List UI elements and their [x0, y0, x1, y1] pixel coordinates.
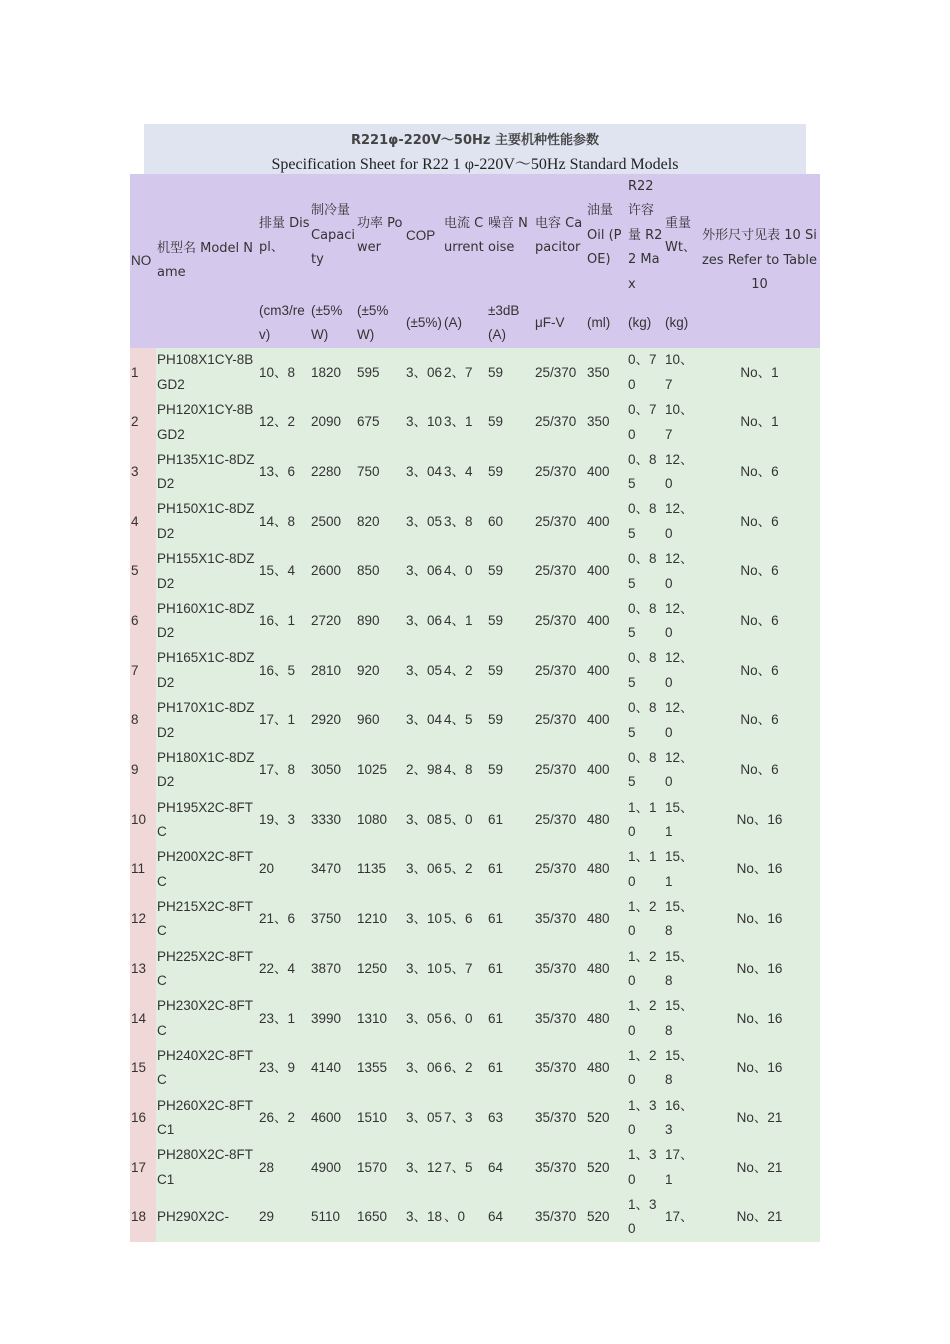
cell-r22-max: 1、30 [627, 1143, 664, 1193]
cell-oil: 480 [586, 944, 627, 994]
cell-power: 595 [356, 348, 405, 398]
unit-power: (±5% W) [356, 298, 405, 348]
cell-displacement: 16、5 [258, 646, 310, 696]
cell-oil: 520 [586, 1093, 627, 1143]
cell-weight: 15、8 [664, 994, 698, 1044]
cell-sizes: No、16 [698, 944, 820, 994]
cell-no: 4 [130, 497, 156, 547]
cell-capacitor: 35/370 [534, 1143, 586, 1193]
table-row [130, 1044, 820, 1094]
cell-capacitor: 35/370 [534, 1193, 586, 1242]
cell-capacity: 2090 [310, 398, 356, 448]
title-chinese: R221φ-220V～50Hz 主要机种性能参数 [351, 133, 599, 148]
unit-current: (A) [443, 298, 487, 348]
unit-oil: (ml) [586, 298, 627, 348]
table-row [130, 547, 820, 597]
table-row [130, 1093, 820, 1143]
header-capacity: 制冷量 Capacity [310, 174, 356, 298]
cell-oil: 480 [586, 895, 627, 945]
cell-power: 675 [356, 398, 405, 448]
cell-sizes: No、16 [698, 895, 820, 945]
cell-weight: 12、0 [664, 497, 698, 547]
unit-weight: (kg) [664, 298, 698, 348]
cell-r22-max: 0、85 [627, 447, 664, 497]
cell-displacement: 13、6 [258, 447, 310, 497]
cell-model-name: PH108X1CY-8BGD2 [156, 348, 258, 398]
cell-r22-max: 0、70 [627, 398, 664, 448]
cell-model-name: PH180X1C-8DZD2 [156, 746, 258, 796]
cell-capacity: 4140 [310, 1044, 356, 1094]
cell-weight: 17、 [664, 1193, 698, 1242]
cell-noise: 61 [487, 845, 534, 895]
cell-cop: 3、10 [405, 944, 443, 994]
table-row [130, 497, 820, 547]
cell-oil: 400 [586, 746, 627, 796]
cell-r22-max: 1、30 [627, 1193, 664, 1242]
cell-current: 4、1 [443, 596, 487, 646]
cell-oil: 400 [586, 497, 627, 547]
cell-capacitor: 25/370 [534, 447, 586, 497]
cell-power: 1310 [356, 994, 405, 1044]
cell-current: 4、0 [443, 547, 487, 597]
cell-noise: 59 [487, 696, 534, 746]
cell-r22-max: 0、85 [627, 746, 664, 796]
cell-no: 15 [130, 1044, 156, 1094]
cell-capacity: 3750 [310, 895, 356, 945]
cell-current: 、0 [443, 1193, 487, 1242]
cell-r22-max: 0、85 [627, 646, 664, 696]
cell-capacity: 3470 [310, 845, 356, 895]
cell-displacement: 16、1 [258, 596, 310, 646]
cell-capacitor: 25/370 [534, 746, 586, 796]
cell-capacity: 5110 [310, 1193, 356, 1242]
cell-displacement: 26、2 [258, 1093, 310, 1143]
cell-capacity: 2500 [310, 497, 356, 547]
cell-displacement: 10、8 [258, 348, 310, 398]
cell-current: 5、2 [443, 845, 487, 895]
unit-cop: (±5%) [405, 298, 443, 348]
cell-weight: 15、1 [664, 845, 698, 895]
cell-current: 3、1 [443, 398, 487, 448]
unit-capacitor: μF-V [534, 298, 586, 348]
cell-cop: 2、98 [405, 746, 443, 796]
table-row [130, 398, 820, 448]
cell-capacitor: 35/370 [534, 895, 586, 945]
cell-weight: 12、0 [664, 696, 698, 746]
cell-capacity: 3990 [310, 994, 356, 1044]
cell-current: 5、0 [443, 795, 487, 845]
cell-r22-max: 1、30 [627, 1093, 664, 1143]
cell-model-name: PH170X1C-8DZD2 [156, 696, 258, 746]
cell-power: 1080 [356, 795, 405, 845]
cell-cop: 3、10 [405, 895, 443, 945]
cell-no: 8 [130, 696, 156, 746]
header-row [130, 174, 820, 298]
cell-oil: 350 [586, 398, 627, 448]
table-row [130, 895, 820, 945]
cell-power: 1210 [356, 895, 405, 945]
cell-current: 6、0 [443, 994, 487, 1044]
cell-no: 6 [130, 596, 156, 646]
unit-capacity: (±5% W) [310, 298, 356, 348]
cell-no: 11 [130, 845, 156, 895]
cell-power: 1025 [356, 746, 405, 796]
cell-capacitor: 25/370 [534, 348, 586, 398]
cell-no: 3 [130, 447, 156, 497]
cell-capacitor: 35/370 [534, 944, 586, 994]
cell-displacement: 23、1 [258, 994, 310, 1044]
cell-capacity: 3870 [310, 944, 356, 994]
cell-weight: 12、0 [664, 746, 698, 796]
cell-sizes: No、16 [698, 795, 820, 845]
header-model-name: 机型名 Model Name [156, 174, 258, 348]
cell-noise: 64 [487, 1193, 534, 1242]
cell-r22-max: 0、70 [627, 348, 664, 398]
cell-displacement: 15、4 [258, 547, 310, 597]
cell-oil: 400 [586, 646, 627, 696]
cell-capacity: 4900 [310, 1143, 356, 1193]
cell-noise: 61 [487, 795, 534, 845]
cell-sizes: No、6 [698, 746, 820, 796]
cell-model-name: PH135X1C-8DZD2 [156, 447, 258, 497]
cell-oil: 520 [586, 1143, 627, 1193]
cell-capacitor: 25/370 [534, 696, 586, 746]
cell-cop: 3、05 [405, 497, 443, 547]
cell-current: 4、2 [443, 646, 487, 696]
cell-oil: 480 [586, 994, 627, 1044]
unit-noise: ±3dB(A) [487, 298, 534, 348]
header-sizes: 外形尺寸见表 10 Sizes Refer to Table 10 [698, 174, 820, 348]
table-row [130, 746, 820, 796]
cell-capacitor: 35/370 [534, 1044, 586, 1094]
cell-current: 4、5 [443, 696, 487, 746]
cell-power: 820 [356, 497, 405, 547]
cell-displacement: 21、6 [258, 895, 310, 945]
cell-capacity: 4600 [310, 1093, 356, 1143]
cell-weight: 15、1 [664, 795, 698, 845]
cell-model-name: PH155X1C-8DZD2 [156, 547, 258, 597]
cell-power: 960 [356, 696, 405, 746]
header-power: 功率 Power [356, 174, 405, 298]
cell-no: 9 [130, 746, 156, 796]
cell-capacity: 3330 [310, 795, 356, 845]
cell-sizes: No、1 [698, 348, 820, 398]
table-body [130, 348, 820, 1242]
table-row [130, 944, 820, 994]
cell-cop: 3、04 [405, 696, 443, 746]
cell-capacity: 2720 [310, 596, 356, 646]
cell-noise: 61 [487, 895, 534, 945]
cell-noise: 61 [487, 1044, 534, 1094]
cell-sizes: No、6 [698, 596, 820, 646]
cell-weight: 16、3 [664, 1093, 698, 1143]
cell-capacity: 2600 [310, 547, 356, 597]
cell-displacement: 22、4 [258, 944, 310, 994]
cell-r22-max: 1、10 [627, 845, 664, 895]
cell-sizes: No、16 [698, 1044, 820, 1094]
cell-sizes: No、6 [698, 497, 820, 547]
table-row [130, 795, 820, 845]
cell-sizes: No、21 [698, 1193, 820, 1242]
cell-no: 17 [130, 1143, 156, 1193]
header-no: NO [130, 174, 156, 348]
header-cop: COP [405, 174, 443, 298]
cell-noise: 59 [487, 547, 534, 597]
cell-cop: 3、06 [405, 348, 443, 398]
header-weight: 重量 Wt、 [664, 174, 698, 298]
cell-cop: 3、06 [405, 845, 443, 895]
cell-sizes: No、21 [698, 1093, 820, 1143]
cell-capacitor: 35/370 [534, 994, 586, 1044]
table-row [130, 596, 820, 646]
cell-no: 12 [130, 895, 156, 945]
cell-capacitor: 25/370 [534, 398, 586, 448]
cell-cop: 3、10 [405, 398, 443, 448]
cell-sizes: No、6 [698, 696, 820, 746]
cell-power: 890 [356, 596, 405, 646]
cell-power: 850 [356, 547, 405, 597]
cell-weight: 10、7 [664, 348, 698, 398]
cell-model-name: PH260X2C-8FTC1 [156, 1093, 258, 1143]
cell-weight: 10、7 [664, 398, 698, 448]
cell-displacement: 19、3 [258, 795, 310, 845]
cell-capacitor: 25/370 [534, 497, 586, 547]
cell-sizes: No、6 [698, 547, 820, 597]
header-oil: 油量 Oil (POE) [586, 174, 627, 298]
cell-sizes: No、6 [698, 646, 820, 696]
cell-weight: 15、8 [664, 1044, 698, 1094]
cell-noise: 59 [487, 447, 534, 497]
cell-current: 3、4 [443, 447, 487, 497]
cell-sizes: No、1 [698, 398, 820, 448]
cell-no: 16 [130, 1093, 156, 1143]
cell-weight: 17、1 [664, 1143, 698, 1193]
table-row [130, 696, 820, 746]
cell-no: 2 [130, 398, 156, 448]
table-row [130, 845, 820, 895]
cell-noise: 59 [487, 348, 534, 398]
cell-cop: 3、04 [405, 447, 443, 497]
cell-capacity: 2810 [310, 646, 356, 696]
cell-power: 1570 [356, 1143, 405, 1193]
cell-model-name: PH160X1C-8DZD2 [156, 596, 258, 646]
cell-noise: 64 [487, 1143, 534, 1193]
cell-oil: 480 [586, 795, 627, 845]
cell-model-name: PH280X2C-8FTC1 [156, 1143, 258, 1193]
cell-capacity: 1820 [310, 348, 356, 398]
cell-r22-max: 1、20 [627, 1044, 664, 1094]
cell-power: 920 [356, 646, 405, 696]
cell-r22-max: 0、85 [627, 696, 664, 746]
cell-r22-max: 0、85 [627, 596, 664, 646]
cell-current: 7、5 [443, 1143, 487, 1193]
cell-model-name: PH240X2C-8FTC [156, 1044, 258, 1094]
cell-weight: 12、0 [664, 646, 698, 696]
cell-cop: 3、12 [405, 1143, 443, 1193]
cell-sizes: No、6 [698, 447, 820, 497]
cell-cop: 3、05 [405, 1093, 443, 1143]
cell-oil: 520 [586, 1193, 627, 1242]
cell-model-name: PH290X2C- [156, 1193, 258, 1242]
cell-noise: 59 [487, 746, 534, 796]
table-row [130, 348, 820, 398]
cell-displacement: 23、9 [258, 1044, 310, 1094]
cell-sizes: No、21 [698, 1143, 820, 1193]
cell-oil: 350 [586, 348, 627, 398]
cell-no: 10 [130, 795, 156, 845]
cell-no: 7 [130, 646, 156, 696]
unit-displacement: (cm3/rev) [258, 298, 310, 348]
cell-noise: 63 [487, 1093, 534, 1143]
cell-capacitor: 35/370 [534, 1093, 586, 1143]
cell-current: 2、7 [443, 348, 487, 398]
cell-displacement: 29 [258, 1193, 310, 1242]
cell-displacement: 20 [258, 845, 310, 895]
cell-displacement: 17、1 [258, 696, 310, 746]
cell-noise: 60 [487, 497, 534, 547]
cell-cop: 3、06 [405, 1044, 443, 1094]
cell-power: 1650 [356, 1193, 405, 1242]
cell-cop: 3、06 [405, 596, 443, 646]
title-english: Specification Sheet for R22 1 φ-220V～50Hz Standard Models [271, 156, 679, 173]
spec-table [130, 174, 820, 1242]
cell-capacitor: 25/370 [534, 646, 586, 696]
cell-current: 3、8 [443, 497, 487, 547]
cell-no: 1 [130, 348, 156, 398]
cell-model-name: PH230X2C-8FTC [156, 994, 258, 1044]
header-r22-max: R22 许容量 R22 Max [627, 174, 664, 298]
cell-capacitor: 25/370 [534, 795, 586, 845]
cell-sizes: No、16 [698, 994, 820, 1044]
cell-displacement: 28 [258, 1143, 310, 1193]
cell-oil: 400 [586, 547, 627, 597]
cell-model-name: PH215X2C-8FTC [156, 895, 258, 945]
cell-oil: 480 [586, 845, 627, 895]
cell-current: 5、7 [443, 944, 487, 994]
cell-model-name: PH150X1C-8DZD2 [156, 497, 258, 547]
cell-oil: 400 [586, 596, 627, 646]
cell-power: 1510 [356, 1093, 405, 1143]
cell-displacement: 14、8 [258, 497, 310, 547]
cell-weight: 12、0 [664, 447, 698, 497]
cell-current: 5、6 [443, 895, 487, 945]
table-row [130, 1143, 820, 1193]
cell-power: 1135 [356, 845, 405, 895]
cell-capacitor: 25/370 [534, 596, 586, 646]
cell-model-name: PH195X2C-8FTC [156, 795, 258, 845]
table-row [130, 994, 820, 1044]
cell-power: 1355 [356, 1044, 405, 1094]
header-current: 电流 Current [443, 174, 487, 298]
table-title [144, 124, 806, 174]
cell-cop: 3、06 [405, 547, 443, 597]
cell-weight: 15、8 [664, 944, 698, 994]
cell-no: 13 [130, 944, 156, 994]
cell-oil: 480 [586, 1044, 627, 1094]
cell-weight: 15、8 [664, 895, 698, 945]
cell-r22-max: 1、20 [627, 944, 664, 994]
table-row [130, 1193, 820, 1242]
table-row [130, 447, 820, 497]
cell-capacity: 2920 [310, 696, 356, 746]
table-row [130, 646, 820, 696]
cell-weight: 12、0 [664, 596, 698, 646]
unit-r22-max: (kg) [627, 298, 664, 348]
cell-r22-max: 1、10 [627, 795, 664, 845]
cell-noise: 59 [487, 398, 534, 448]
cell-power: 750 [356, 447, 405, 497]
cell-r22-max: 1、20 [627, 895, 664, 945]
cell-sizes: No、16 [698, 845, 820, 895]
cell-r22-max: 0、85 [627, 497, 664, 547]
cell-oil: 400 [586, 696, 627, 746]
cell-current: 6、2 [443, 1044, 487, 1094]
cell-capacitor: 25/370 [534, 845, 586, 895]
cell-current: 7、3 [443, 1093, 487, 1143]
cell-noise: 61 [487, 994, 534, 1044]
cell-model-name: PH225X2C-8FTC [156, 944, 258, 994]
cell-model-name: PH165X1C-8DZD2 [156, 646, 258, 696]
cell-oil: 400 [586, 447, 627, 497]
cell-power: 1250 [356, 944, 405, 994]
cell-current: 4、8 [443, 746, 487, 796]
cell-capacity: 2280 [310, 447, 356, 497]
cell-model-name: PH200X2C-8FTC [156, 845, 258, 895]
cell-displacement: 17、8 [258, 746, 310, 796]
cell-noise: 59 [487, 596, 534, 646]
cell-r22-max: 1、20 [627, 994, 664, 1044]
cell-no: 14 [130, 994, 156, 1044]
cell-no: 5 [130, 547, 156, 597]
cell-capacity: 3050 [310, 746, 356, 796]
cell-model-name: PH120X1CY-8BGD2 [156, 398, 258, 448]
cell-capacitor: 25/370 [534, 547, 586, 597]
cell-cop: 3、05 [405, 994, 443, 1044]
cell-displacement: 12、2 [258, 398, 310, 448]
cell-noise: 59 [487, 646, 534, 696]
cell-noise: 61 [487, 944, 534, 994]
header-capacitor: 电容 Capacitor [534, 174, 586, 298]
header-displacement: 排量 Displ、 [258, 174, 310, 298]
header-noise: 噪音 Noise [487, 174, 534, 298]
cell-weight: 12、0 [664, 547, 698, 597]
cell-no: 18 [130, 1193, 156, 1242]
cell-cop: 3、08 [405, 795, 443, 845]
cell-cop: 3、18 [405, 1193, 443, 1242]
cell-r22-max: 0、85 [627, 547, 664, 597]
cell-cop: 3、05 [405, 646, 443, 696]
